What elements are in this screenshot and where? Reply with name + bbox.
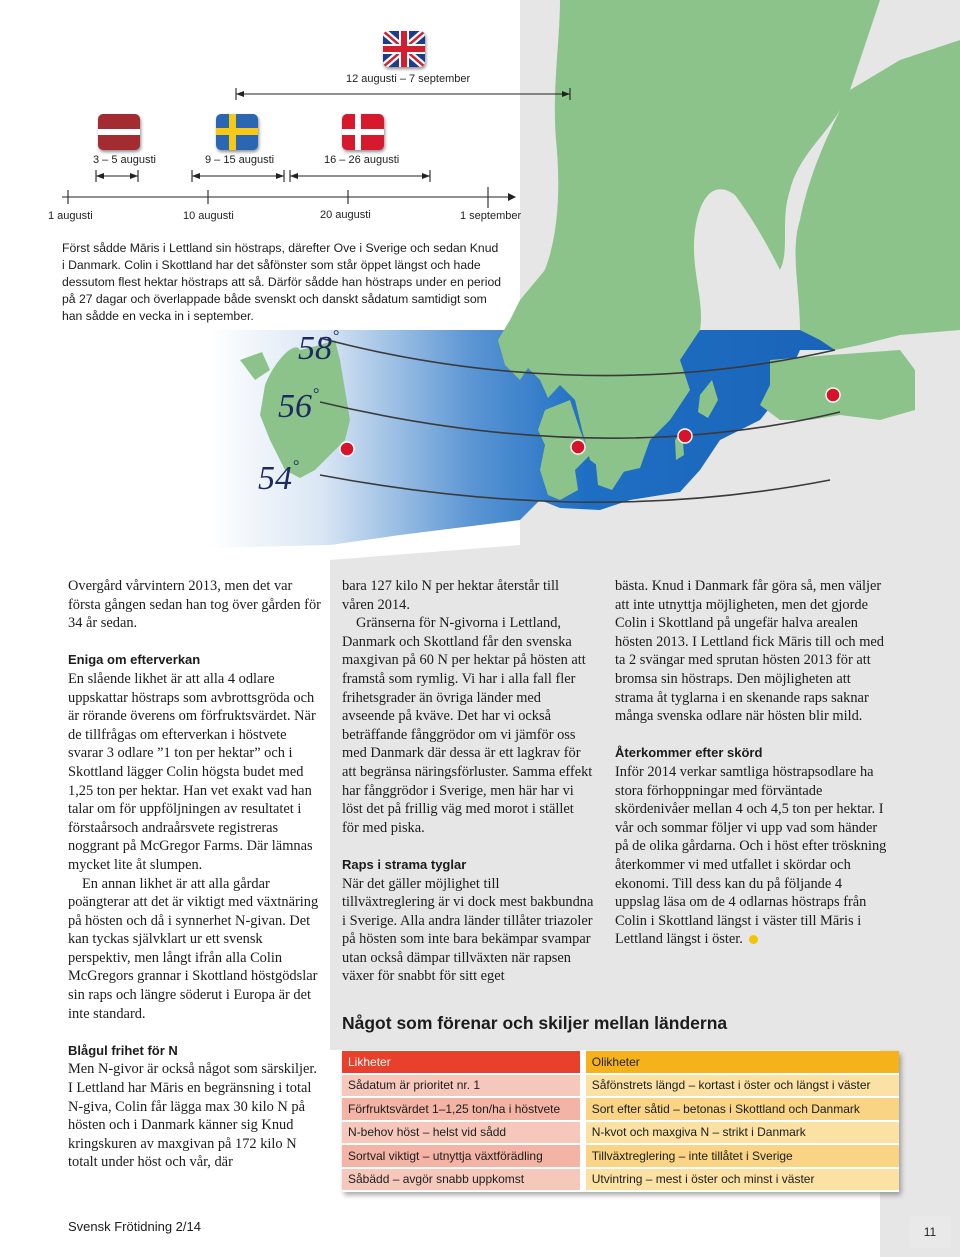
cell-olikhet: Utvintring – mest i öster och minst i väster [583,1168,899,1192]
cell-likhet: Såbädd – avgör snabb uppkomst [342,1168,583,1192]
span-label-scotland: 12 augusti – 7 september [346,73,471,85]
map-caption [62,240,502,325]
date-label-1-aug: 1 augusti [48,210,93,222]
paragraph: Gränserna för N-givorna i Lettland, Danmark och Skottland får den svenska maxgivan på 60 N per hektar på hösten att framstå som rymlig. Vi har i alla fall fler frihetsgrader än övriga länder med avseende på kväve. Det har vi också beträffande fånggrödor om vi jämför oss med Danmark där dessa är ett lagkrav för att begränsa näringsförluster. Samma effekt har fånggrödor i Sverige, men här har vi löst det på frillig väg med morot i stället för med piska. [342,615,593,836]
page-number: 11 [909,1216,951,1248]
span-latvia [96,170,138,182]
marker-latvia [826,388,840,402]
header-likheter: Likheter [342,1051,583,1074]
paragraph: Overgård vårvintern 2013, men det var första gången sedan han tog över gården för 34 år sedan. [68,578,321,632]
subheading: Återkommer efter skörd [615,745,763,761]
paragraph: Inför 2014 verkar samtliga höstrapsodlare ha stora förhoppningar med förväntade skördenivåer mellan 4 och 4,5 ton per hektar. I vår och sommar följer vi upp vad som händer på de olika gårdarna. Och i höst efter tröskning återkommer vi med utfallet i skördar och ekonomi. Till dess kan du på följande 4 uppslag läsa om de 4 odlarnas höstraps från Colin i Skottland längst i väster till Māris i Lettland längst i öster. [615,763,887,948]
paragraph: En slående likhet är att alla 4 odlare uppskattar höstraps som avbrottsgröda och är rörande överens om förfruktsvärdet. När de tillfrågas om efterverkan i höstvete svarar 3 odlare ”1 ton per hektar” och i Skottland lägger Colin högsta budet med 1,25 ton per hektar. Han vet exakt vad han talar om för uppföljningen av resultatet i förstaårsoch andraårsvete registreras noggrant på McGregor Farms. Där lämnas mycket lite åt slumpen. [68,670,316,873]
paragraph: En annan likhet är att alla gårdar poängterar att det är viktigt med växtnäring på hösten och då i synnerhet N-givan. Det kan tyckas självklart ur ett svensk perspektiv, men långt ifrån alla Colin McGregors grannar i Skottland höstgödslar sin raps och längre söderut i Europa är det inte standard. [68,875,319,1022]
marker-denmark [571,440,585,454]
date-label-1-sep: 1 september [460,210,522,222]
uk-flag-icon [383,31,425,67]
latitude-56-label: 56° [278,386,320,425]
subheading: Raps i strama tyglar [342,856,467,872]
table-row [342,1121,899,1145]
span-label-latvia: 3 – 5 augusti [93,154,156,166]
table-row [342,1097,899,1121]
cell-olikhet: N-kvot och maxgiva N – strikt i Danmark [583,1121,899,1145]
table-title: Något som förenar och skiljer mellan länderna [342,1013,728,1033]
header-olikheter: Olikheter [583,1051,899,1074]
latitude-54-label: 54° [258,458,300,497]
publication-name: Svensk Frötidning 2/14 [68,1219,201,1234]
article-column-3 [615,577,887,949]
subheading: Blågul frihet för N [68,1042,178,1058]
comparison-table [342,1051,899,1192]
cell-olikhet: Tillväxtreglering – inte tillåtet i Sverige [583,1144,899,1168]
span-scotland [236,88,570,100]
table-row [342,1074,899,1098]
paragraph: Men N-givor är också något som särskiljer. I Lettland har Māris en begränsning i total N-giva, Colin får lägga max 30 kilo N på hösten och i Danmark känner sig Knud kringskuren av maxgivan på 172 kilo N totalt under höst och vår, där [68,1061,317,1171]
date-label-20-aug: 20 augusti [320,209,371,221]
table-row [342,1168,899,1192]
paragraph: bästa. Knud i Danmark får göra så, men väljer att inte utnyttja möjligheten, men det gjorde Colin i Skottland på ungefär halva arealen hösten 2013. I Lettland fick Māris till och med ta 2 svängar med sprutan hösten 2013 för att bromsa sin höstraps. Den möjligheten att strama åt tyglarna i en skenande raps saknar många svenska odlare när hösten blir mild. [615,578,884,725]
article-column-2 [342,577,594,986]
map-caption-text: Först sådde Māris i Lettland sin höstraps, därefter Ove i Sverige och sedan Knud i Danmark. Colin i Skottland har det såfönster som står öppet längst och hade dessutom flest hektar höstraps att så. Därför sådde han höstraps under en period på 27 dagar och överlappade både svenskt och danskt sådatum samtidigt som han sådde en vecka in i september. [62,241,501,323]
table-header-row [342,1051,899,1074]
article-column-1 [68,577,324,1172]
marker-sweden [678,429,692,443]
marker-scotland [340,442,354,456]
latvia-flag-icon [98,114,140,150]
span-sweden [192,170,284,182]
table-row [342,1144,899,1168]
cell-likhet: N-behov höst – helst vid sådd [342,1121,583,1145]
end-mark-icon [749,935,758,944]
date-label-10-aug: 10 augusti [183,210,234,222]
cell-likhet: Förfruktsvärdet 1–1,25 ton/ha i höstvete [342,1097,583,1121]
span-label-denmark: 16 – 26 augusti [324,154,400,166]
cell-olikhet: Såfönstrets längd – kortast i öster och längst i väster [583,1074,899,1098]
span-denmark [290,170,430,182]
paragraph: När det gäller möjlighet till tillväxtreglering är vi dock mest bakbundna i Sverige. Alla andra länder tillåter triazoler på hösten som inte bara bekämpar svampar utan också dämpar tillväxten när rapsen växer för snabbt för sitt eget [342,875,594,985]
subheading: Eniga om efterverkan [68,652,201,668]
paragraph: bara 127 kilo N per hektar återstår till våren 2014. [342,578,559,613]
denmark-flag-icon [342,114,384,150]
latitude-58-label: 58° [298,328,340,367]
cell-likhet: Sådatum är prioritet nr. 1 [342,1074,583,1098]
span-label-sweden: 9 – 15 augusti [205,154,275,166]
cell-olikhet: Sort efter såtid – betonas i Skottland och Danmark [583,1097,899,1121]
sweden-flag-icon [216,114,258,150]
cell-likhet: Sortval viktigt – utnyttja växtförädling [342,1144,583,1168]
